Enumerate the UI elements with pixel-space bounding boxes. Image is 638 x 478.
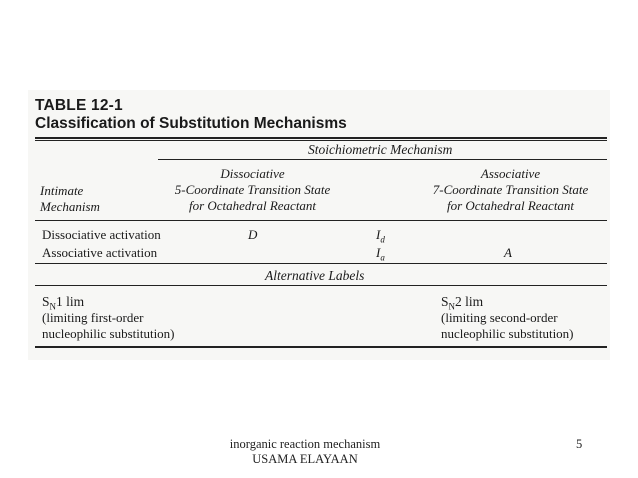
alt-right-line2: (limiting second-order: [441, 310, 558, 325]
table-number: TABLE 12-1: [35, 97, 123, 114]
intimate-header-line2: Mechanism: [40, 199, 100, 214]
footer-author: USAMA ELAYAAN: [252, 452, 358, 466]
cell-interchange-Ia: $I_a$: [376, 245, 385, 263]
stoichiometric-rule: [158, 159, 607, 160]
associative-header-line3: for Octahedral Reactant: [446, 198, 575, 213]
slide-footer: [180, 437, 430, 467]
footer-subject: inorganic reaction mechanism: [229, 437, 381, 451]
dissociative-header-line1: Dissociative: [220, 166, 285, 181]
cell-associative-A: A: [504, 245, 512, 260]
table-title: Classification of Substitution Mechanisms: [35, 115, 347, 132]
alt-left-line1: $S_N1$ lim: [42, 294, 85, 312]
alternative-labels-header: Alternative Labels: [265, 268, 365, 283]
dissociative-header-line2: 5-Coordinate Transition State: [174, 182, 331, 197]
alt-left-line3: nucleophilic substitution): [42, 326, 175, 341]
alt-right-line1: $S_N2$ lim: [441, 294, 484, 312]
page-number: 5: [576, 437, 583, 451]
bottom-rule: [35, 346, 607, 348]
rows-rule: [35, 263, 607, 264]
header-rule: [35, 220, 607, 221]
alt-rule: [35, 285, 607, 286]
row-label-associative-activation: Associative activation: [42, 245, 158, 260]
cell-interchange-Id: $I_d$: [376, 227, 385, 245]
row-label-dissociative-activation: Dissociative activation: [42, 227, 161, 242]
stoichiometric-header: Stoichiometric Mechanism: [308, 142, 453, 157]
alt-left-line2: (limiting first-order: [42, 310, 144, 325]
top-rule-thin: [35, 140, 607, 141]
top-rule: [35, 137, 607, 139]
dissociative-header-line3: for Octahedral Reactant: [188, 198, 317, 213]
cell-dissociative-D: D: [248, 227, 258, 242]
alt-right-line3: nucleophilic substitution): [441, 326, 574, 341]
intimate-header-line1: Intimate: [40, 183, 84, 198]
associative-header-line1: Associative: [480, 166, 541, 181]
associative-header-line2: 7-Coordinate Transition State: [432, 182, 589, 197]
